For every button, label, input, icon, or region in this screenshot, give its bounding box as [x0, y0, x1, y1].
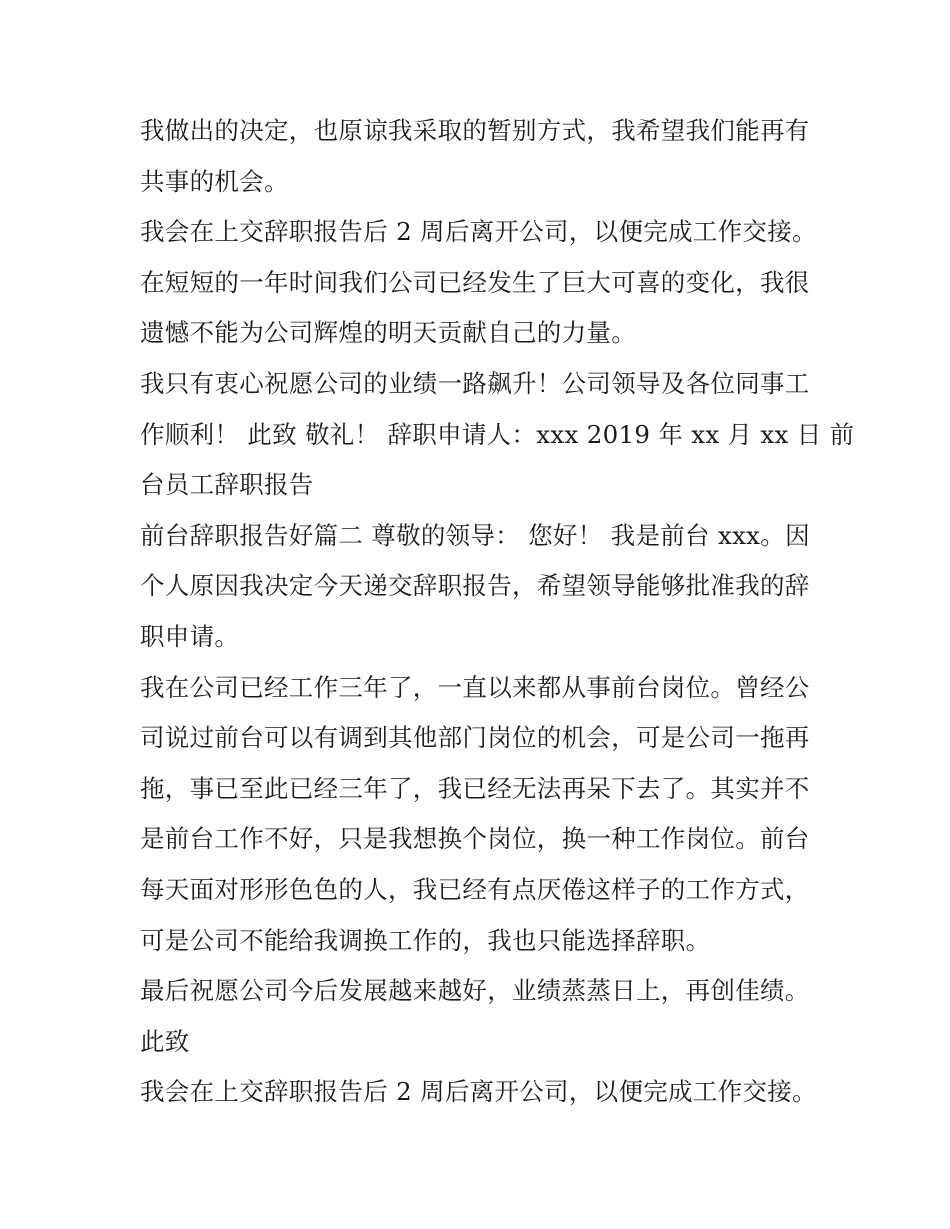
paragraph: [140, 663, 820, 967]
text-line: 遗憾不能为公司辉煌的明天贡献自己的力量。: [140, 318, 636, 348]
paragraph: [140, 1067, 820, 1118]
text-line: 我会在上交辞职报告后 2 周后离开公司，以便完成工作交接。: [140, 1077, 817, 1107]
document-body: [140, 106, 855, 1118]
paragraph: [140, 511, 820, 663]
text-line: 职申请。: [140, 621, 240, 651]
paragraph: [140, 359, 855, 511]
text-line: 此致: [140, 1026, 190, 1056]
text-line: 我只有衷心祝愿公司的业绩一路飙升！公司领导及各位同事工: [140, 368, 810, 398]
text-line: 共事的机会。: [140, 166, 289, 196]
text-line: 最后祝愿公司今后发展越来越好，业绩蒸蒸日上，再创佳绩。: [140, 976, 810, 1006]
text-line: 每天面对形形色色的人，我已经有点厌倦这样子的工作方式，: [140, 874, 810, 904]
paragraph: [140, 1017, 820, 1068]
paragraph: [140, 966, 820, 1017]
text-line: 我做出的决定，也原谅我采取的暂别方式，我希望我们能再有: [140, 116, 810, 145]
paragraph: [140, 258, 820, 359]
paragraph: [140, 207, 820, 258]
text-line: 在短短的一年时间我们公司已经发生了巨大可喜的变化，我很: [140, 267, 810, 297]
text-line: 是前台工作不好，只是我想换个岗位，换一种工作岗位。前台: [140, 824, 810, 854]
text-line: 我在公司已经工作三年了，一直以来都从事前台岗位。曾经公: [140, 672, 810, 702]
paragraph: [140, 106, 820, 207]
text-line: 我会在上交辞职报告后 2 周后离开公司，以便完成工作交接。: [140, 217, 817, 247]
text-line: 前台辞职报告好篇二 尊敬的领导： 您好！ 我是前台 xxx。因: [140, 520, 810, 550]
text-line: 可是公司不能给我调换工作的，我也只能选择辞职。: [140, 925, 711, 955]
text-line: 作顺利！ 此致 敬礼！ 辞职申请人：xxx 2019 年 xx 月 xx 日 前: [140, 419, 855, 449]
text-line: 拖，事已至此已经三年了，我已经无法再呆下去了。其实并不: [140, 773, 810, 803]
text-line: 台员工辞职报告: [140, 470, 314, 500]
text-line: 个人原因我决定今天递交辞职报告，希望领导能够批准我的辞: [140, 571, 810, 601]
text-line: 司说过前台可以有调到其他部门岗位的机会，可是公司一拖再: [140, 723, 810, 753]
